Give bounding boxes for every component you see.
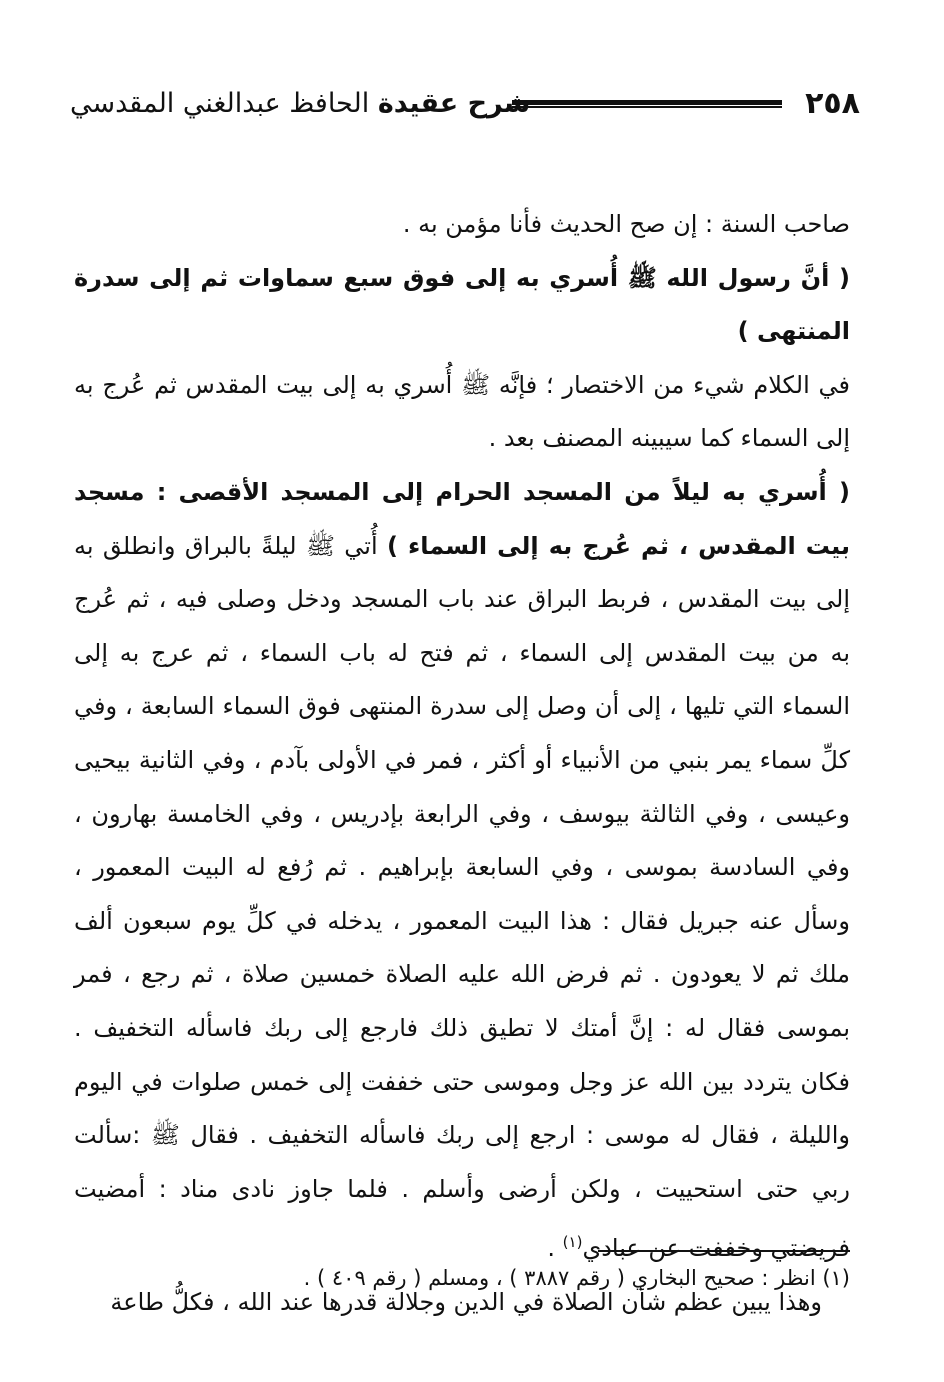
footnote-ref: (١): [562, 1233, 583, 1252]
paragraph-4: وهذا يبين عظم شأن الصلاة في الدين وجلالة قدرها عند الله ، فكلُّ طاعة: [110, 1287, 822, 1316]
book-title-rest: الحافظ عبدالغني المقدسي: [70, 88, 378, 119]
paragraph-3-end: .: [547, 1234, 563, 1263]
quoted-text-2: ( أُسري به ليلاً من المسجد الحرام إلى المسجد الأقصى : مسجد بيت المقدس ، ثم عُرج به إلى السماء ): [74, 477, 850, 560]
main-text: [74, 198, 850, 1329]
footnote-rule: [598, 1250, 850, 1252]
book-title-bold: شرح عقيدة: [377, 88, 531, 119]
paragraph-1: صاحب السنة : إن صح الحديث فأنا مؤمن به .: [402, 210, 850, 238]
paragraph-3: [74, 466, 850, 1276]
paragraph-2: في الكلام شيء من الاختصار ؛ فإنَّه ﷺ أُسري به إلى بيت المقدس ثم عُرج به إلى السماء كما سيبينه المصنف بعد .: [74, 370, 850, 453]
quoted-text-1: ( أنَّ رسول الله ﷺ أُسري به إلى فوق سبع سماوات ثم إلى سدرة المنتهى ): [74, 263, 850, 346]
paragraph-3-text: أُتي ﷺ ليلةً بالبراق وانطلق به إلى بيت المقدس ، فربط البراق عند باب المسجد ودخل وصلى فيه ، ثم عُرج به من بيت المقدس إلى السماء ، ثم فتح له باب السماء ، ثم عرج به إلى السماء التي تليها ، إلى أن وصل إلى سدرة المنتهى فوق السماء السابعة ، وفي كلِّ سماء يمر بنبي من الأنبياء أو أكثر ، فمر في الأولى بآدم ، وفي الثانية بيحيى وعيسى ، وفي الثالثة بيوسف ، وفي الرابعة بإدريس ، وفي الخامسة بهارون ، وفي السادسة بموسى ، وفي السابعة بإبراهيم . ثم رُفع له البيت المعمور ، وسأل عنه جبريل فقال : هذا البيت المعمور ، يدخله في كلِّ يوم سبعون ألف ملك ثم لا يعودون . ثم فرض الله عليه الصلاة خمسين صلاة ، ثم رجع ، فمر بموسى فقال له : إنَّ أمتك لا تطيق ذلك فارجع إلى ربك فاسأله التخفيف . فكان يتردد بين الله عز وجل وموسى حتى خففت إلى خمس صلوات في اليوم والليلة ، فقال له موسى : ارجع إلى ربك فاسأله التخفيف . فقال ﷺ :سألت ربي حتى استحييت ، ولكن أرضى وأسلم . فلما جاوز نادى مناد : أمضيت فريضتي وخففت عن عبادي: [74, 531, 850, 1263]
book-title: [70, 84, 530, 124]
page-number: ٢٥٨: [805, 86, 860, 121]
header-rule: [512, 100, 782, 108]
running-header: [70, 84, 860, 128]
footnote: (١) انظر : صحيح البخاري ( رقم ٣٨٨٧ ) ، ومسلم ( رقم ٤٠٩ ) .: [303, 1266, 850, 1290]
